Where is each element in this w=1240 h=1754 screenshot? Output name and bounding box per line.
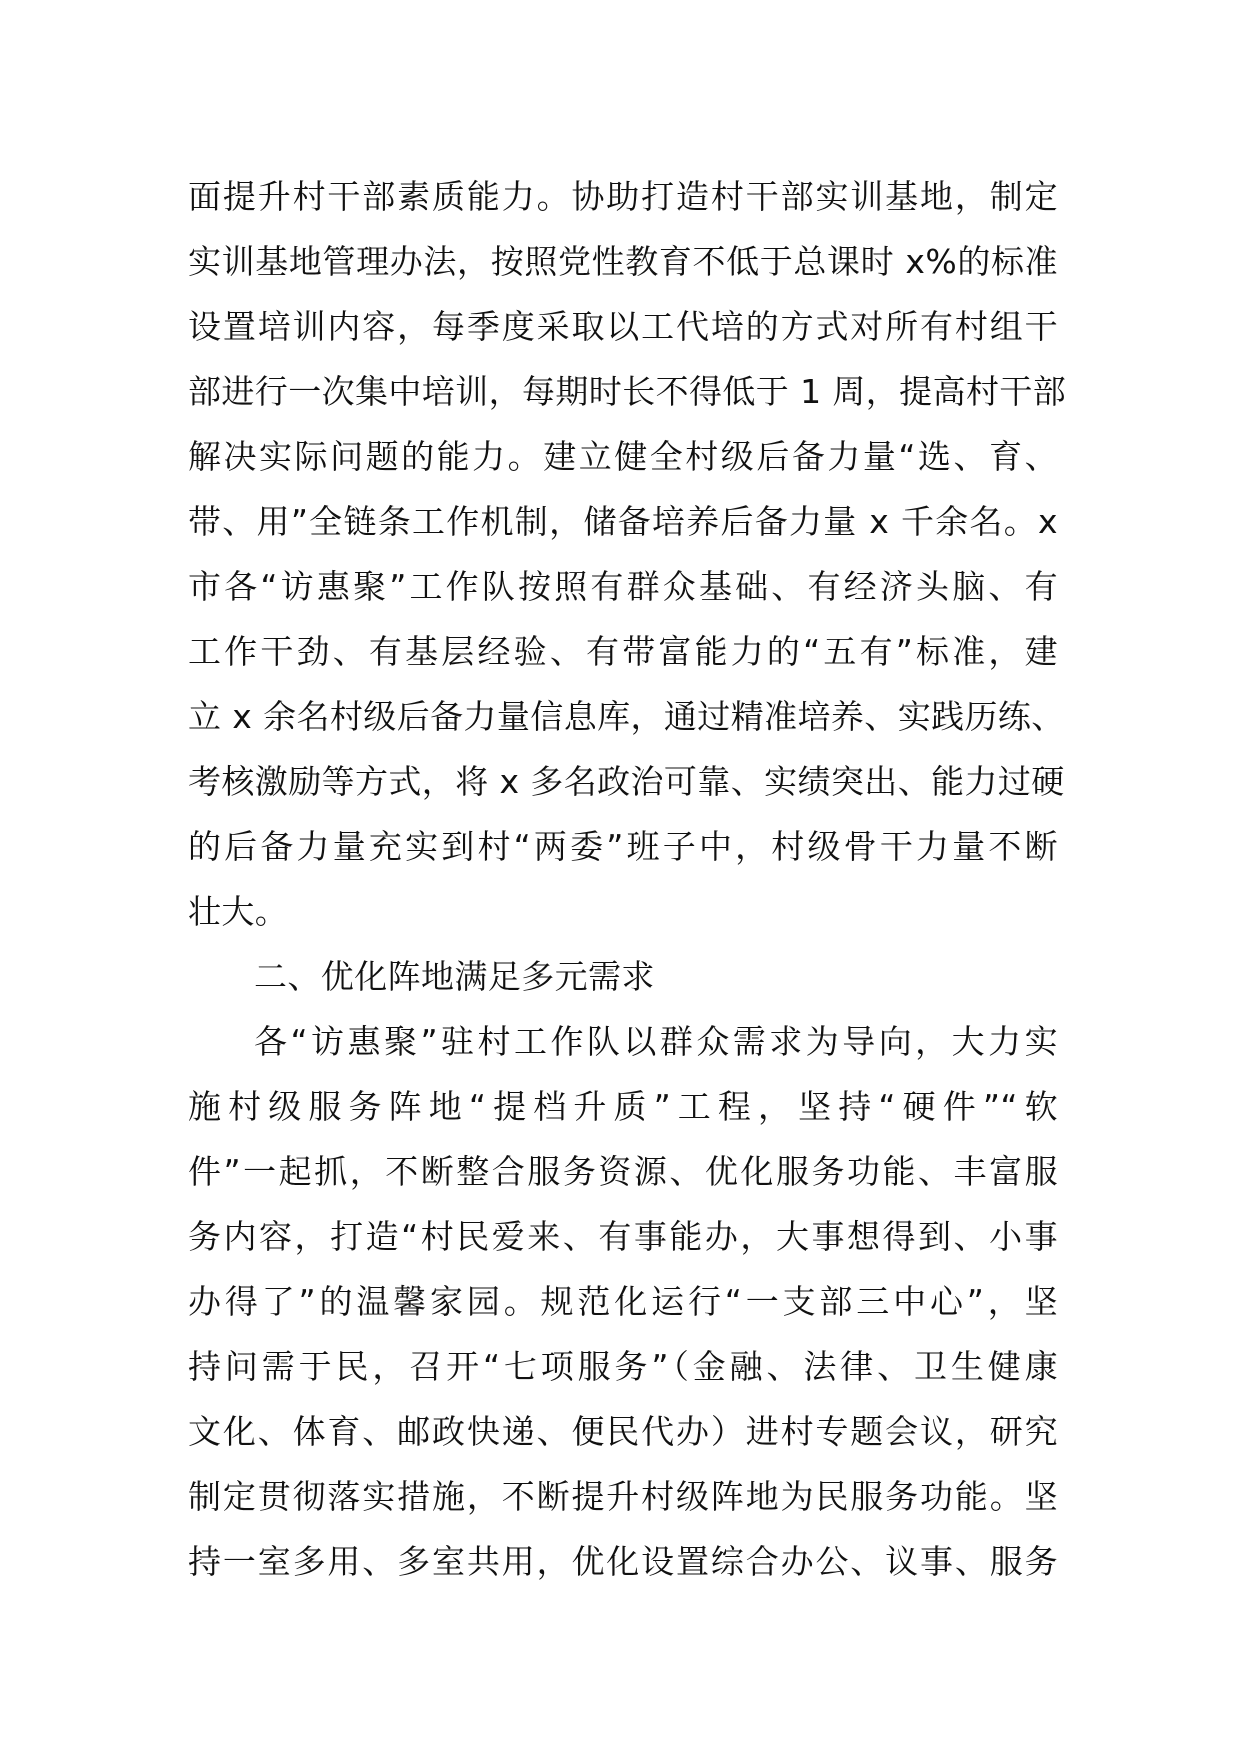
text-line: 施村级服务阵地“提档升质”工程，坚持“硬件”“软 bbox=[188, 1087, 1058, 1126]
text-line: 的后备力量充实到村“两委”班子中，村级骨干力量不断 bbox=[188, 827, 1058, 866]
text-line: 工作干劲、有基层经验、有带富能力的“五有”标准，建 bbox=[188, 632, 1058, 671]
text-line: 实训基地管理办法，按照党性教育不低于总课时 x%的标准 bbox=[188, 242, 1058, 281]
text-line: 立 x 余名村级后备力量信息库，通过精准培养、实践历练、 bbox=[188, 697, 1065, 736]
text-line: 壮大。 bbox=[188, 892, 289, 931]
text-line: 考核激励等方式，将 x 多名政治可靠、实绩突出、能力过硬 bbox=[188, 762, 1065, 801]
text-line: 办得了”的温馨家园。规范化运行“一支部三中心”，坚 bbox=[188, 1282, 1058, 1321]
text-line: 件”一起抓，不断整合服务资源、优化服务功能、丰富服 bbox=[188, 1152, 1058, 1191]
text-line: 制定贯彻落实措施，不断提升村级阵地为民服务功能。坚 bbox=[188, 1477, 1058, 1516]
text-line: 各“访惠聚”驻村工作队以群众需求为导向，大力实 bbox=[254, 1022, 1058, 1061]
text-line: 设置培训内容，每季度采取以工代培的方式对所有村组干 bbox=[188, 307, 1058, 346]
section-heading: 二、优化阵地满足多元需求 bbox=[254, 957, 655, 996]
text-line: 务内容，打造“村民爱来、有事能办，大事想得到、小事 bbox=[188, 1217, 1058, 1256]
text-line: 持问需于民，召开“七项服务”（金融、法律、卫生健康 bbox=[188, 1347, 1058, 1386]
text-line: 部进行一次集中培训，每期时长不得低于 1 周，提高村干部 bbox=[188, 372, 1067, 411]
text-line: 解决实际问题的能力。建立健全村级后备力量“选、育、 bbox=[188, 437, 1058, 476]
text-line: 市各“访惠聚”工作队按照有群众基础、有经济头脑、有 bbox=[188, 567, 1058, 606]
text-line: 面提升村干部素质能力。协助打造村干部实训基地，制定 bbox=[188, 177, 1058, 216]
text-line: 文化、体育、邮政快递、便民代办）进村专题会议，研究 bbox=[188, 1412, 1058, 1451]
text-line: 持一室多用、多室共用，优化设置综合办公、议事、服务 bbox=[188, 1542, 1058, 1581]
text-line: 带、用”全链条工作机制，储备培养后备力量 x 千余名。x bbox=[188, 502, 1058, 541]
body-text bbox=[188, 164, 1067, 1594]
